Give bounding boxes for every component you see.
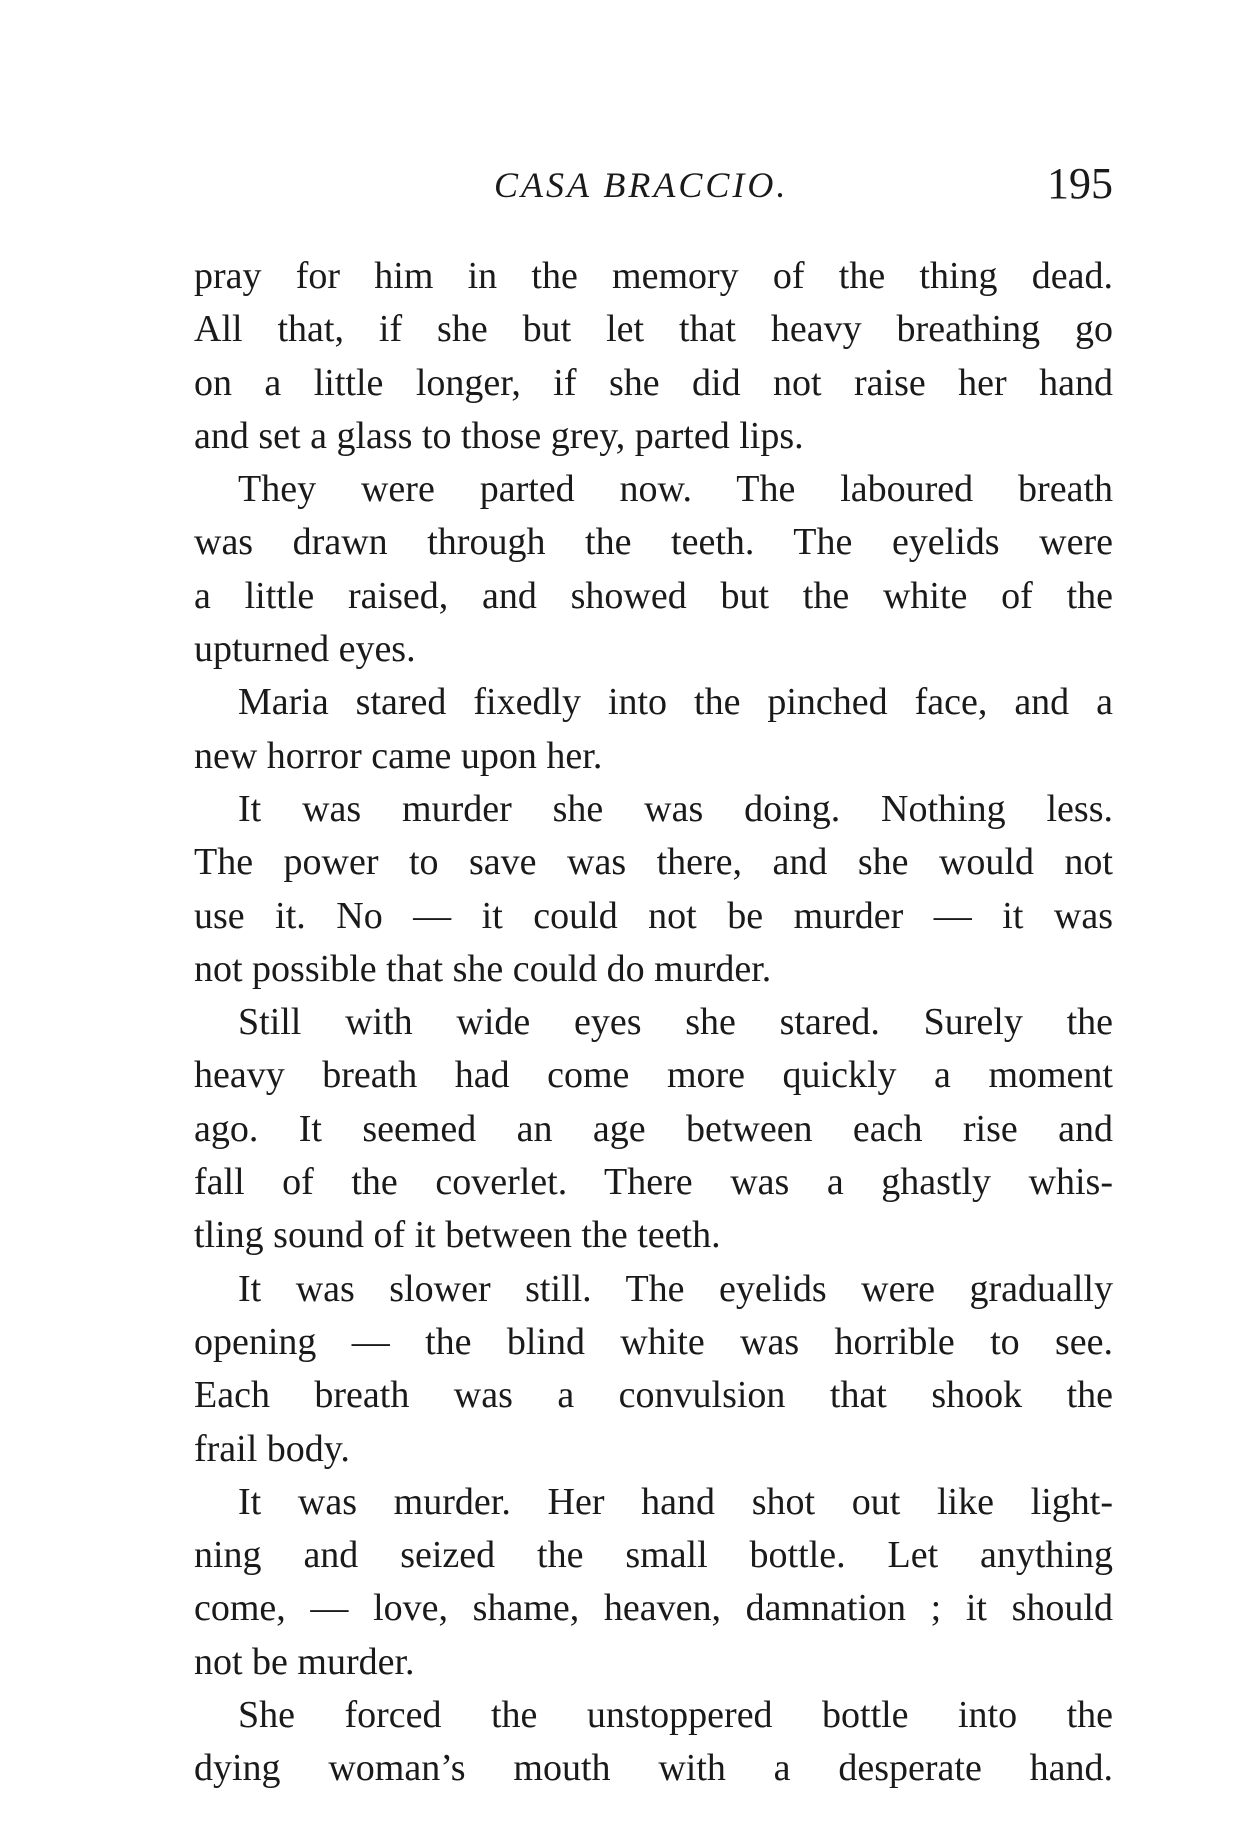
text-line: It was slower still. The eyelids were gradually <box>238 1267 1113 1310</box>
text-line: frail body. <box>194 1427 350 1470</box>
text-line: was drawn through the teeth. The eyelids were <box>194 521 1113 564</box>
text-line: heavy breath had come more quickly a moment <box>194 1054 1113 1097</box>
text-line: come, — love, shame, heaven, damnation ; it should <box>194 1587 1113 1630</box>
text-line: new horror came upon her. <box>194 734 603 777</box>
text-line: not be murder. <box>194 1640 415 1683</box>
text-line: Each breath was a convulsion that shook the <box>194 1374 1113 1417</box>
body-text <box>194 250 1113 1796</box>
text-line: They were parted now. The laboured breath <box>238 468 1113 511</box>
text-line: dying woman’s mouth with a desperate hand. <box>194 1747 1113 1790</box>
text-line: Maria stared fixedly into the pinched face, and a <box>238 681 1113 724</box>
text-line: She forced the unstoppered bottle into the <box>238 1694 1113 1737</box>
text-line: pray for him in the memory of the thing dead. <box>194 255 1113 297</box>
text-line: It was murder. Her hand shot out like light- <box>238 1480 1113 1523</box>
text-line: Still with wide eyes she stared. Surely the <box>238 1001 1113 1044</box>
text-line: a little raised, and showed but the white of the <box>194 574 1113 617</box>
text-line: ago. It seemed an age between each rise and <box>194 1107 1113 1150</box>
text-line: upturned eyes. <box>194 628 416 671</box>
text-line: opening — the blind white was horrible to see. <box>194 1320 1113 1363</box>
running-head-title: CASA BRACCIO. <box>494 165 789 205</box>
text-line: It was murder she was doing. Nothing less. <box>238 787 1113 830</box>
text-line: on a little longer, if she did not raise her hand <box>194 361 1113 404</box>
text-line: tling sound of it between the teeth. <box>194 1214 721 1257</box>
text-line: The power to save was there, and she would not <box>194 841 1113 884</box>
running-head <box>194 158 1113 208</box>
text-line: All that, if she but let that heavy breathing go <box>194 308 1113 351</box>
text-line: ning and seized the small bottle. Let anything <box>194 1534 1113 1577</box>
text-line: and set a glass to those grey, parted lips. <box>194 414 804 457</box>
text-line: use it. No — it could not be murder — it was <box>194 894 1113 937</box>
text-line: fall of the coverlet. There was a ghastly whis- <box>194 1161 1113 1204</box>
text-line: not possible that she could do murder. <box>194 947 772 990</box>
page-number: 195 <box>1047 159 1113 208</box>
